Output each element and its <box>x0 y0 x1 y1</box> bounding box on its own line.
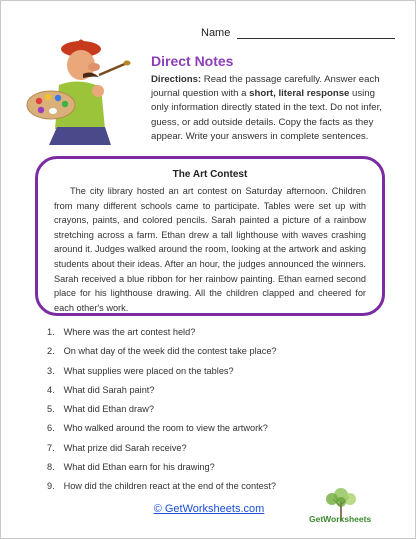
directions-emphasis: short, literal response <box>249 88 350 100</box>
footer-link[interactable]: © GetWorksheets.com <box>153 503 265 515</box>
question-item: 3. What supplies were placed on the tables? <box>47 365 234 376</box>
question-item: 5. What did Ethan draw? <box>47 404 154 415</box>
worksheet-title: Direct Notes <box>151 53 234 69</box>
directions-text: Directions: Read the passage carefully. Answer each journal question with a short, literal response using only information directly stated in the text. Do not infer, guess, or add outside details. Copy the facts as they appear. Write your answers in complete sentences. <box>151 74 382 142</box>
passage-title: The Art Contest <box>172 169 248 180</box>
name-line[interactable] <box>237 28 395 39</box>
question-list <box>47 327 277 501</box>
question-item: 8. What did Ethan earn for his drawing? <box>47 462 215 473</box>
question-item: 9. How did the children react at the end of the contest? <box>47 481 277 492</box>
question-item: 1. Where was the art contest held? <box>47 327 196 337</box>
directions-lead: Directions: <box>151 74 202 85</box>
passage-text: The city library hosted an art contest on Saturday afternoon. Children from many different schools came to participate. Tables were set up with crayons, paints, and colored pencils. Sarah painted a picture of a rainbow stretching across a farm. Ethan drew a tall lighthouse with waves crashing around it. Judges walked around the room, looking at the artwork and asking students about their ideas. After an hour, the judges announced the winners. Sarah received a blue ribbon for her rainbow painting. Ethan earned second place for his lighthouse drawing. All the children clapped and cheered for each other's work. <box>54 186 366 313</box>
question-item: 4. What did Sarah paint? <box>47 384 155 395</box>
name-field[interactable] <box>201 27 395 39</box>
question-item: 7. What prize did Sarah receive? <box>47 442 187 453</box>
question-item: 2. On what day of the week did the contest take place? <box>47 346 277 357</box>
question-item: 6. Who walked around the room to view the artwork? <box>47 423 268 434</box>
painter-illustration <box>19 37 139 147</box>
passage-box <box>35 156 385 316</box>
logo-text: GetWorksheets <box>309 514 372 524</box>
name-label: Name <box>201 27 231 39</box>
